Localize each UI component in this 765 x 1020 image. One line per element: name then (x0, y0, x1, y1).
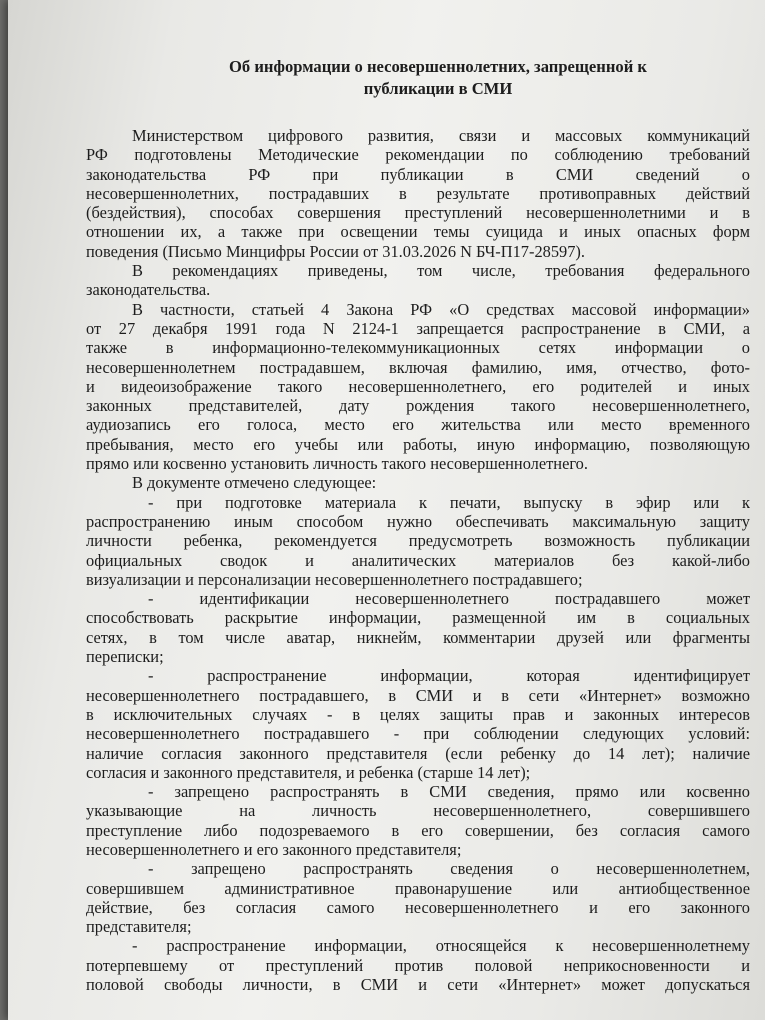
text-line: несовершеннолетнего пострадавшего, в СМИ и в сети «Интернет» возможно (86, 685, 750, 705)
paragraph-law-article (86, 300, 750, 474)
text-line: в исключительных случаях - в целях защиты прав и законных интересов (86, 704, 750, 724)
text-line: В рекомендациях приведены, том числе, требования федерального (132, 261, 750, 281)
text-line: несовершеннолетнем пострадавшем, включая фамилию, имя, отчество, фото- (86, 357, 750, 377)
text-line: половой свободы личности, в СМИ и сети «Интернет» может допускаться (86, 975, 750, 995)
list-item-administrative-offense (86, 859, 750, 936)
paragraph-recommendations (86, 261, 750, 300)
text-line: указывающие на личность несовершеннолетнего, совершившего (86, 801, 750, 821)
text-line: визуализации и персонализации несовершеннолетнего пострадавшего; (86, 569, 583, 589)
text-line: В частности, статьей 4 Закона РФ «О средствах массовой информации» (132, 299, 750, 319)
list-item-offender-info (86, 782, 750, 859)
document-body (86, 56, 750, 994)
text-line: также в информационно-телекоммуникационных сетях информации о (86, 338, 750, 358)
text-line: несовершеннолетнего пострадавшего - при соблюдении следующих условий: (86, 724, 750, 744)
text-line: - при подготовке материала к печати, выпуску в эфир или к (148, 492, 750, 512)
text-line: Министерством цифрового развития, связи и массовых коммуникаций (132, 126, 750, 145)
text-line: отношении их, а также при освещении темы суицида и иных опасных форм (86, 222, 750, 242)
text-line: - запрещено распространять в СМИ сведения, прямо или косвенно (148, 782, 750, 802)
text-line: личности ребенка, рекомендуется предусмотреть возможность публикации (86, 531, 750, 551)
paragraph-intro (86, 126, 750, 261)
text-line: согласия и законного представителя, и ребенка (старше 14 лет); (86, 762, 531, 782)
list-item-victim-info (86, 936, 750, 994)
text-line: несовершеннолетних, пострадавших в результате противоправных действий (86, 183, 750, 203)
text-line: В документе отмечено следующее: (132, 473, 377, 493)
document-title (86, 56, 750, 100)
text-line: сетях, в том числе аватар, никнейм, комментарии друзей или фрагменты (86, 627, 750, 647)
list-item-distribution-conditions (86, 666, 750, 782)
text-line: - распространение информации, которая идентифицирует (148, 666, 750, 686)
text-line: законодательства РФ при публикации в СМИ сведений о (86, 164, 750, 184)
text-line: преступление либо подозреваемого в его совершении, без согласия самого (86, 820, 750, 840)
text-line: распространению иным способом нужно обеспечивать максимальную защиту (86, 511, 750, 531)
text-line: законных представителей, дату рождения такого несовершеннолетнего, (86, 396, 750, 416)
title-line: Об информации о несовершеннолетних, запрещенной к (228, 57, 647, 76)
text-line: законодательства. (86, 280, 211, 300)
text-line: аудиозапись его голоса, место его жительства или место временного (86, 415, 750, 435)
text-line: - идентификации несовершеннолетнего пострадавшего может (148, 589, 750, 609)
text-line: и видеоизображение такого несовершеннолетнего, его родителей и иных (86, 376, 750, 396)
text-line: потерпевшему от преступлений против половой неприкосновенности и (86, 955, 750, 975)
text-line: (бездействия), способах совершения преступлений несовершеннолетними и в (86, 203, 750, 223)
list-item-identification (86, 589, 750, 666)
text-line: наличие согласия законного представителя (если ребенку до 14 лет); наличие (86, 743, 750, 763)
text-line: пребывания, место его учебы или работы, иную информацию, позволяющую (86, 434, 750, 454)
text-line: прямо или косвенно установить личность такого несовершеннолетнего. (86, 454, 588, 474)
list-item-material-preparation (86, 493, 750, 589)
title-line: публикации в СМИ (363, 79, 513, 98)
text-line: официальных сводок и аналитических материалов без какой-либо (86, 550, 750, 570)
text-line: переписки; (86, 647, 164, 667)
text-line: несовершеннолетнего и его законного представителя; (86, 839, 462, 859)
paragraph-document-notes (86, 473, 750, 492)
text-line: способствовать раскрытие информации, размещенной им в социальных (86, 608, 750, 628)
text-line: - распространение информации, относящейся к несовершеннолетнему (132, 936, 750, 956)
text-line: представителя; (86, 917, 192, 937)
text-line: от 27 декабря 1991 года N 2124-1 запрещается распространение в СМИ, а (86, 318, 750, 338)
document-page (8, 0, 765, 1020)
text-line: - запрещено распространять сведения о несовершеннолетнем, (148, 859, 750, 879)
text-line: действие, без согласия самого несовершеннолетнего и его законного (86, 897, 750, 917)
text-line: поведения (Письмо Минцифры России от 31.03.2026 N БЧ-П17-28597). (86, 241, 585, 261)
text-line: совершившем административное правонарушение или антиобщественное (86, 878, 750, 898)
text-line: РФ подготовлены Методические рекомендации по соблюдению требований (86, 145, 750, 165)
